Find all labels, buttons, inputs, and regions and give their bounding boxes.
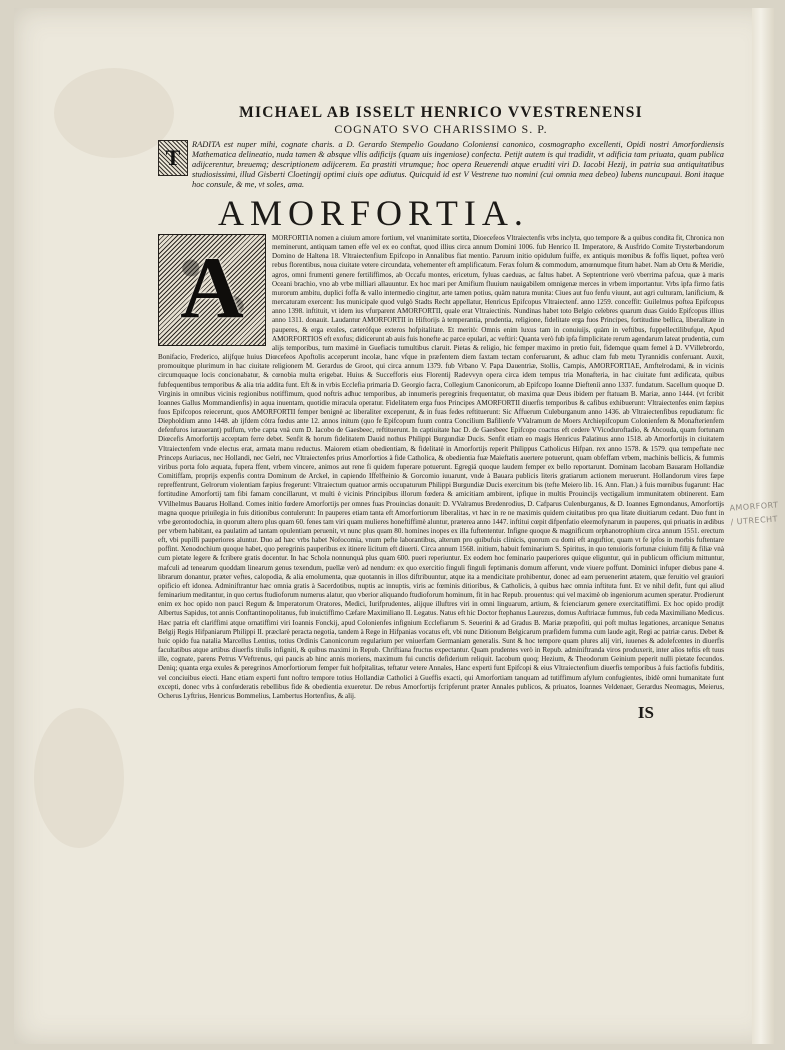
page-title: AMORFORTIA. <box>218 193 529 233</box>
woodcut-initial-a <box>158 234 266 346</box>
initial-letter: T <box>165 145 181 170</box>
dedication-heading: MICHAEL AB ISSELT HENRICO VVESTRENENSI <box>239 104 643 121</box>
dedication-subheading: COGNATO SVO CHARISSIMO S. P. <box>334 122 548 136</box>
paper-stain <box>54 68 174 158</box>
decorated-initial-t <box>158 140 188 176</box>
paper-stain <box>34 708 124 848</box>
body-text: MORFORTIA nomen a ciuium amore fortium, vel vnanimitate sortita, Dioecefeos Vltraiectenfis vrbs inclyta, quo tempore & a quibus condita fit, Chronica non meminerunt, antiquam tamen effe vel ex eo conftat, quod illius circa annum Domini 1006. fub Henrico II. Imperatore, & Ausfrido Comite Trysterbandorum Domino de Haltena 18. Vltraiectenfium Epifcopo in Annalibus fiat mentio. Paruum initio opidulum fuiffe, ex antiquis mœnibus & foffis liquet, poftea verò rebus florentibus, noua ciuitate vetere circundata, vehementer eft amplificatum. Ferax folum & commodum, amœnumque fitum habet. Nam ab Ortu & Meridie, agros, omni frumenti genere fertiliffimos, ab Occafu montes, ericetum, fyluas caeduas, ac faltus habet. A Septentrione verò vberrima pafcua, quæ à maris Oceani brachio, vno ab vrbe milliari allauuntur. Ex hoc mari per Amifium fluuium nauigabilem omnigenæ merces in vrbem importantur. Vrbs ipfa firmo fatis murorum ambitu, duplici foffa & vallo intermedio cingitur, arte tamen potius, quàm natura munita: Ciues aut fuo fenfu viuunt, aut agri culturam, lanificium, & mercaturam exercent: Ius municipale quod vulgò Stadts Recht appellatur, Henricus Epifcopus Vltraiectenf. anno 1259. conceffit: Guilelmus poftea Epifcopus anno 1398. inftituit, vt idem ius vfurparent AMORFORTII, quale erat Vltraiectinis. Nundinas habet toto Belgio celebres quarum duas Guido Epifcopus illius anno 1311. donauit. Laudantur AMORFORTII in Hiftorijs à temperantia, prudentia, religione, fidelitate erga fuos Principes, fortitudine bellica, liberalitate in pauperes, & erga exules, cæterófque exteros hofpitalitate. Et meritò: Omnis enim luxus tam in conuiuijs, quàm in veftibus, fuppellectilibufque, Apud AMORFORTIOS eft exofus; didicerunt ab auis fuis honefte ac parce epulari, ac veftiri: Quanta verò fub ipfa fimplicitate rerum agendarum lateat prudentia, cum alijs temporibus, tum maximè in Guefiacis tumultibus claruit. Pietas & religio, hic femper maximo in pretio fuit, fidemque quam femel à D. VVillebrordo, Bonifacio, Frederico, alijfque huius Diœcefeos Apoftolis acceperunt incolæ, hanc vfque in præfentem diem faxtam tectam conferuarunt, & adhuc clam fub metu Tyrannidis conferuant. Auxit, promouitque plurimum in hac ciuitate religionem M. Gerardus de Groot, qui circa annum 1379. fub Vrbano V. Papa Dauentriæ, Stollis, Campis, AMORFORTIAE, Amftelrodami, & in vicinis circumquaque locis concionabatur, & cœnobia multa erigebat. Huius & Succefforis eius Florentij Radevvyn opera circa idem tempus tria Monafteria, in hac ciuitate funt ædificata, quibus fubfequentibus temporibus & alia tria addita funt. Eft & in vrbis Ecclefia primaria D. Georgio facra, Collegium Canonicorum, ab Epifcopo Ioanne Diefteníi anno 1337. fundatum. Sacellum quoque D. Virginis in omnibus vicinis regionibus notiffimum, quod noftris adhuc temporibus, ab innumeris peregrinis frequentatur, ob maxima quæ Deus ibidem per ftatuam B. Mariæ, anno 1444. (vt fcribit Ioannes Gallus Mommandienfis) in aqua inuentam, quotidie miracula operatur. Fidelitatem erga fuos Principes AMORFORTII diuerfis temporibus & cafibus exhibuerunt: Vltraiectenfes enim fæpius fuos Epifcopos reiecerunt, quos AMORFORTII femper benignè ac liberaliter exceperunt, & in fuas fedes reftituerunt: Sic Affuerum Culeburganum anno 1436. ab Vltraiectenfibus repudiatum: fic Diepholdium anno 1448. ab ijfdem cótra fœdus ante 12. annos initum (quo fe Epifcopum fuum contra Concilium Bafilienfe VValramum de Moers Archiepifcopum Colonienfem & Monafterienfem defenfuros iurauerant) pulfum, vrbe capta vnà cum D. Iacobo de Gaesbeec, reftituerunt. In captiuitate hac D. de Gaesbeec Epifcopo coactus eft cedere VVicoduroftadio, & Abcouda, quam fortunam Diœcefis Amorfortijs acceptam ferre debet. Senfit & horum fidelitatem Dauid nothus Philippi Burgundiæ Ducis. Senfit etiam eo magis Henricus Palatinus anno 1518. ab Amorfortijs in ciuitatem Vltraiectenfem vnde electus erat, armata manu reductus. Maiorem etiam obedientiam, & fidelitatè in Amorfortijs reperit Philippus Catholicus Hifpan. rex anno 1578. & 1579. qua tempeftate nec Princeps Auriacus, nec Hollandi, nec Gelri, nec Vltraiectenfes prius Amorfortios à fide Catholica, & obedientia fuæ Maieftatis auertere potuerunt, quam obfeffam vrbem, machinis bellicis, & fummis viribus porta folo æquata, fupera ffent, vrbem vincere, animos aut rene fi quidem fuperare potuerunt. Egregiá quoque laudem femper ex bello reportarunt. Dominam Iacobam Bauaram Hollandiæ Comitiffam, proprijs expenfis contra Dominum de Arckel, in capiendo Iffelfteinio & Gorcomio iuuarunt, vnde à Bauara publicis literis gratiarum actionem meruerunt. Hollandorum vires fæpe repreffentrunt, Gelrorum violentiam fæpius fregerunt: Vltraiectum quatuor armis occupaturum Philippi Burgundiæ Ducis exercitum bis (tefte Meiero lib. 16. Ann. Flan.) à fuis mœnibus fugarunt: Hac fortitudine Amorfortij tam fibi famam concillarunt, vt multi è vicinis Principibus illorum fœdera & amicitiam ambirent, ipfique in multis Prouincijs vectigalium immunitatem obtinerent. Eam VVilhelmus Bauarus Holland. Comes initio fœdere Amorfortijs per omnes fuas Prouincias donauit: D. VValramus Bredenrodius, D. Cafparus Culenburganus, & D. Ioannes Egmondanus, Amorfortijs magna quoque priuilegia in fuis ditionibus contulerunt: In pauperes etiam tanta eft Amorfortiorum liberalitas, vt hæc in re ne maximis quidem ciuitatibus pro qua litate diuitiarum cedant. Duo funt in vrbe gerontodochia, in quorum altero plus quam 60. fenes tam viri quam mulieres honeftiffimè aluntur, præterea anno 1447. inftitui cœpit difpenfatio eleemofynarum in pauperes, qui priuatis in ædibus per vrbem habitant, ea paulatim ad tantam opulentiam peruenit, vt nunc plus quam 80. homines inopes ex illa fuftententur. Infigne quoque & magnificum orphanotrophium circa annum 1551. erectum eft, vbi pupilli pauperiores aluntur. Duo ad hæc vrbs habet Nofocomia, vnum pefte laborantibus, alterum pro quibufuis clinicis, quorum cu domi eft anguftior, quam vt fe ipfos in morbis fuftentare poffint. Xenodochium quoque habet, quo peregrinis pauperibus ex itinere licitum eft diuerti. Circa annum 1568. initium, habuit feminarium S. Spiritus, in quo tenuioris fortunæ ciuium filij & filiæ vnà cum pietate legere & fcribere gratis docentur. In hac Schola nonnunquà plus quam 600. pueri reperiuntur. Ex eodem hoc feminario pauperiores quique eliguntur, qui in publicum officium mittuntur, mafculi ad tenearum quoddam linearum genus texendum, puellæ verò ad nendum: ex quo exercitio finguli finguli feptimanis domum afferunt, vnde viuere poffunt. Dominici infuper diebus pane 4. librarum donantur, præter veftes, calopodia, & alia emolumenta, quæ quotannis in illos diftribuuntur, atque ita a mendicitate prohibentur, donec ad eam peruenerint ætatem, quæ feruitio vel grauiori opificio eft idonea. Adminiftrantur hæc omnia gratis à Sacerdotibus, nuptis ac innuptis, viris ac fœminis ditioribus, & Catholicis, à quibus hæc omnia inftituta funt. Et ve nihil defit, funt qui aliud feminarium meditantur, in quo certus ftudioforum numerus alatur, quo vberior aliquando ftudioforum hominum, fit in hac Repub. prouentus: qui vel maximè ob ingeniorum acumen speratur. Prodierunt enim ex hoc opido non pauci Regum & Imperatorum Oratores, Medici, Iurifprudentes, alijque illuftres viri in omni linguarum, artium, & fcienciarum genere exercitatiffimi. Ex hoc opido prodijt Albertus Sapidus, tot annis Conftantinopolitanus, fub inuictiffimo Cæfare Maximiliano II. Legatus. Natus eft hic Doctor ftephanus Laurezus, domus Auftriacæ fummus, fub ceda Maximiliano Medicus. Hæc patria eft clariffimi atque ornatiffimi viri Ioannis Fonckij, apud Colonienfes infignium Ecclefiarum S. Seuerini & ad Gradus B. Mariæ præpofiti, qui poft multas legationes, arcanique Senatus Belgij Regis Hifpaniarum Philippi II. præclarè peracta negotia, tandem à Rege in Hifpanias vocatus eft, vbi nunc Ditionum Belgicarum præfidem fumma cum laude agit, Regi ac patriæ carus. Debet & huic opido fua natalia Marcellus Lentius, totius Ordinis Canonicorum regularium per vniuerfam Germaniam generalis. Sunt & hoc tempore quam plures alij viri, iuuenes & adolefcentes in diuerfis facultatibus atque artibus diuerfis titulis infigniti, & quibus maximi in Repub. Chriftiana fructus expectantur. Quam prudentes verò in Repub. adminiftranda viros produxerit, inter alios teftis eft tuus ille, cognate, parens Petrus VVeftrenus, qui paucis ab hinc annis moriens, maximum fui cunctis defiderium reliquit. Iacobum quoq; Hezium, & Theodorum Geinium peperit nulli pietate fecundos. Deniq; quanta erga exules & peregrinos Amorfortiorum femper fuit hofpitalitas, teftatur vetere Annales, Hanc experti funt Epifcopi & eius Vltraiectenfium diuerfis temporibus à fuis factiofis fubditis, vel conciuibus eiecti. Hanc etiam experti funt noftro tempore totius Hollandiæ Catholici à Gueffis exacti, qui Amorfortiam tanquam ad tutiffimum afylum confugientes, ibidè omni humanitate funt excepti, donec vrbs à confœderatis rebellibus fide & obedientia exueretur. De rebus Amorfortijs fcripferunt præter Annales publicos, & priuatos, Ioannes Veldenaer, Gerardus Neomagus, Meierus, Ocherus Lyftrius, Henricus Bommelius, Lambertus Hortenfius, & alij. <box>158 234 724 700</box>
body-section <box>158 234 724 701</box>
dedication-block <box>158 140 724 190</box>
catchword: IS <box>637 702 654 722</box>
pencil-annotation: AMORFORT / UTRECHT <box>729 500 779 527</box>
big-initial-letter: A <box>180 240 244 337</box>
document-content <box>158 104 724 723</box>
dedication-text: RADITA est nuper mihi, cognate charis. a D. Gerardo Stempelio Goudano Coloniensi canonico, cosmographo excellenti, Opidi nostri Amorfordiensis Mathematica delineatio, nuda tamen & absque vllis adificijs (quam uis ingeniose) confecta. Petijt autem is qui tradidit, vt adificia tam priuata, quam publica adijcerentur, breuemq; descriptionem adijcerem. Ea prastiti vtrumque; hoc opera Reuerendi atque eruditi viri D. Iacobi Hezij, in patria sua antiquitatibus studiosissimi, illud Gisberti Cloetingij optimi ciuis ope adiutus. Quicquid id est V Vestrene tuo nomini (cui omnia mea debeo) lubens nuncupaui. Boni itaque hoc consule, & me, vt soles, ama. <box>192 140 724 189</box>
